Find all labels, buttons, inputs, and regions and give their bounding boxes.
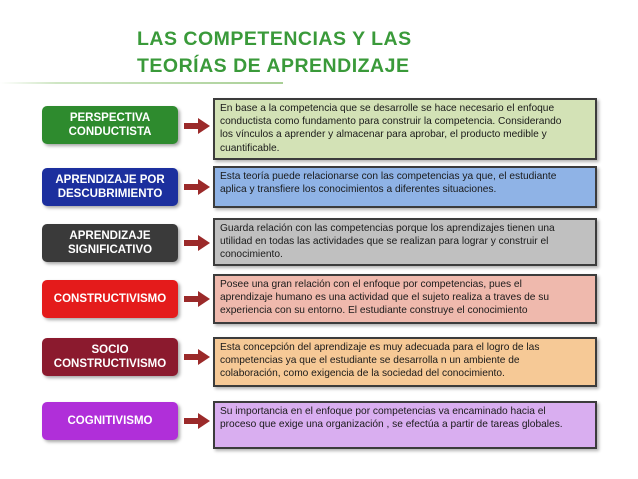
label-line: CONSTRUCTIVISMO [53, 293, 167, 305]
right-arrow-icon [184, 349, 210, 365]
description-line: utilidad en todas las actividades que se realizan para lograr y construir el [220, 236, 549, 248]
description-line: conocimiento. [220, 249, 283, 261]
right-arrow-icon [184, 413, 210, 429]
label-line: COGNITIVISMO [67, 415, 153, 427]
description-line: competencias ya que el estudiante se desarrolla n un ambiente de [220, 355, 520, 367]
label-line: CONSTRUCTIVISMO [53, 358, 167, 370]
description-box-conductista [213, 98, 597, 160]
right-arrow-icon [184, 118, 210, 134]
label-line: APRENDIZAJE [69, 230, 151, 242]
slide-title [137, 26, 412, 80]
label-line: SIGNIFICATIVO [67, 244, 153, 256]
theory-label-constructivismo [42, 280, 178, 318]
theory-label-descubrimiento [42, 168, 178, 206]
description-line: aplica y transfiere los conocimientos a diferentes situaciones. [220, 184, 497, 196]
description-line: proceso que exige una organización , se efectúa a partir de tareas globales. [220, 419, 563, 431]
description-box-cognitivismo [213, 401, 597, 449]
right-arrow-icon [184, 235, 210, 251]
right-arrow-icon [184, 179, 210, 195]
description-line: conductista como fundamento para construir la competencia. Considerando [220, 116, 562, 128]
right-arrow-icon [184, 291, 210, 307]
description-line: experiencia con su entorno. El estudiante construye el conocimiento [220, 305, 528, 317]
theory-label-socio-constructivismo [42, 338, 178, 376]
title-underline [0, 82, 283, 84]
title-line-1: LAS COMPETENCIAS Y LAS [137, 28, 412, 50]
theory-label-cognitivismo [42, 402, 178, 440]
label-line: SOCIO [91, 344, 129, 356]
description-line: Su importancia en el enfoque por competencias va encaminado hacia el [220, 406, 546, 417]
description-line: colaboración, como exigencia de la sociedad del conocimiento. [220, 368, 505, 380]
description-box-significativo [213, 218, 597, 266]
description-line: Esta teoría puede relacionarse con las competencias ya que, el estudiante [220, 171, 557, 182]
description-line: aprendizaje humano es una actividad que el sujeto realiza a traves de su [220, 292, 550, 304]
label-line: CONDUCTISTA [68, 126, 152, 138]
description-box-descubrimiento [213, 166, 597, 208]
description-line: Guarda relación con las competencias porque los aprendizajes tienen una [220, 223, 555, 234]
description-box-constructivismo [213, 274, 597, 324]
theory-label-conductista [42, 106, 178, 144]
label-line: APRENDIZAJE POR [55, 174, 165, 186]
description-line: los vínculos a aprender y almacenar para aprobar, el producto medible y [220, 129, 547, 141]
title-line-2: TEORÍAS DE APRENDIZAJE [137, 55, 410, 77]
description-line: Posee una gran relación con el enfoque por competencias, pues el [220, 279, 522, 290]
label-line: PERSPECTIVA [69, 112, 151, 124]
description-line: En base a la competencia que se desarrolle se hace necesario el enfoque [220, 103, 555, 114]
description-line: Esta concepción del aprendizaje es muy adecuada para el logro de las [220, 342, 540, 353]
description-box-socio-constructivismo [213, 337, 597, 387]
description-line: cuantificable. [220, 142, 280, 154]
theory-label-significativo [42, 224, 178, 262]
label-line: DESCUBRIMIENTO [57, 188, 163, 200]
